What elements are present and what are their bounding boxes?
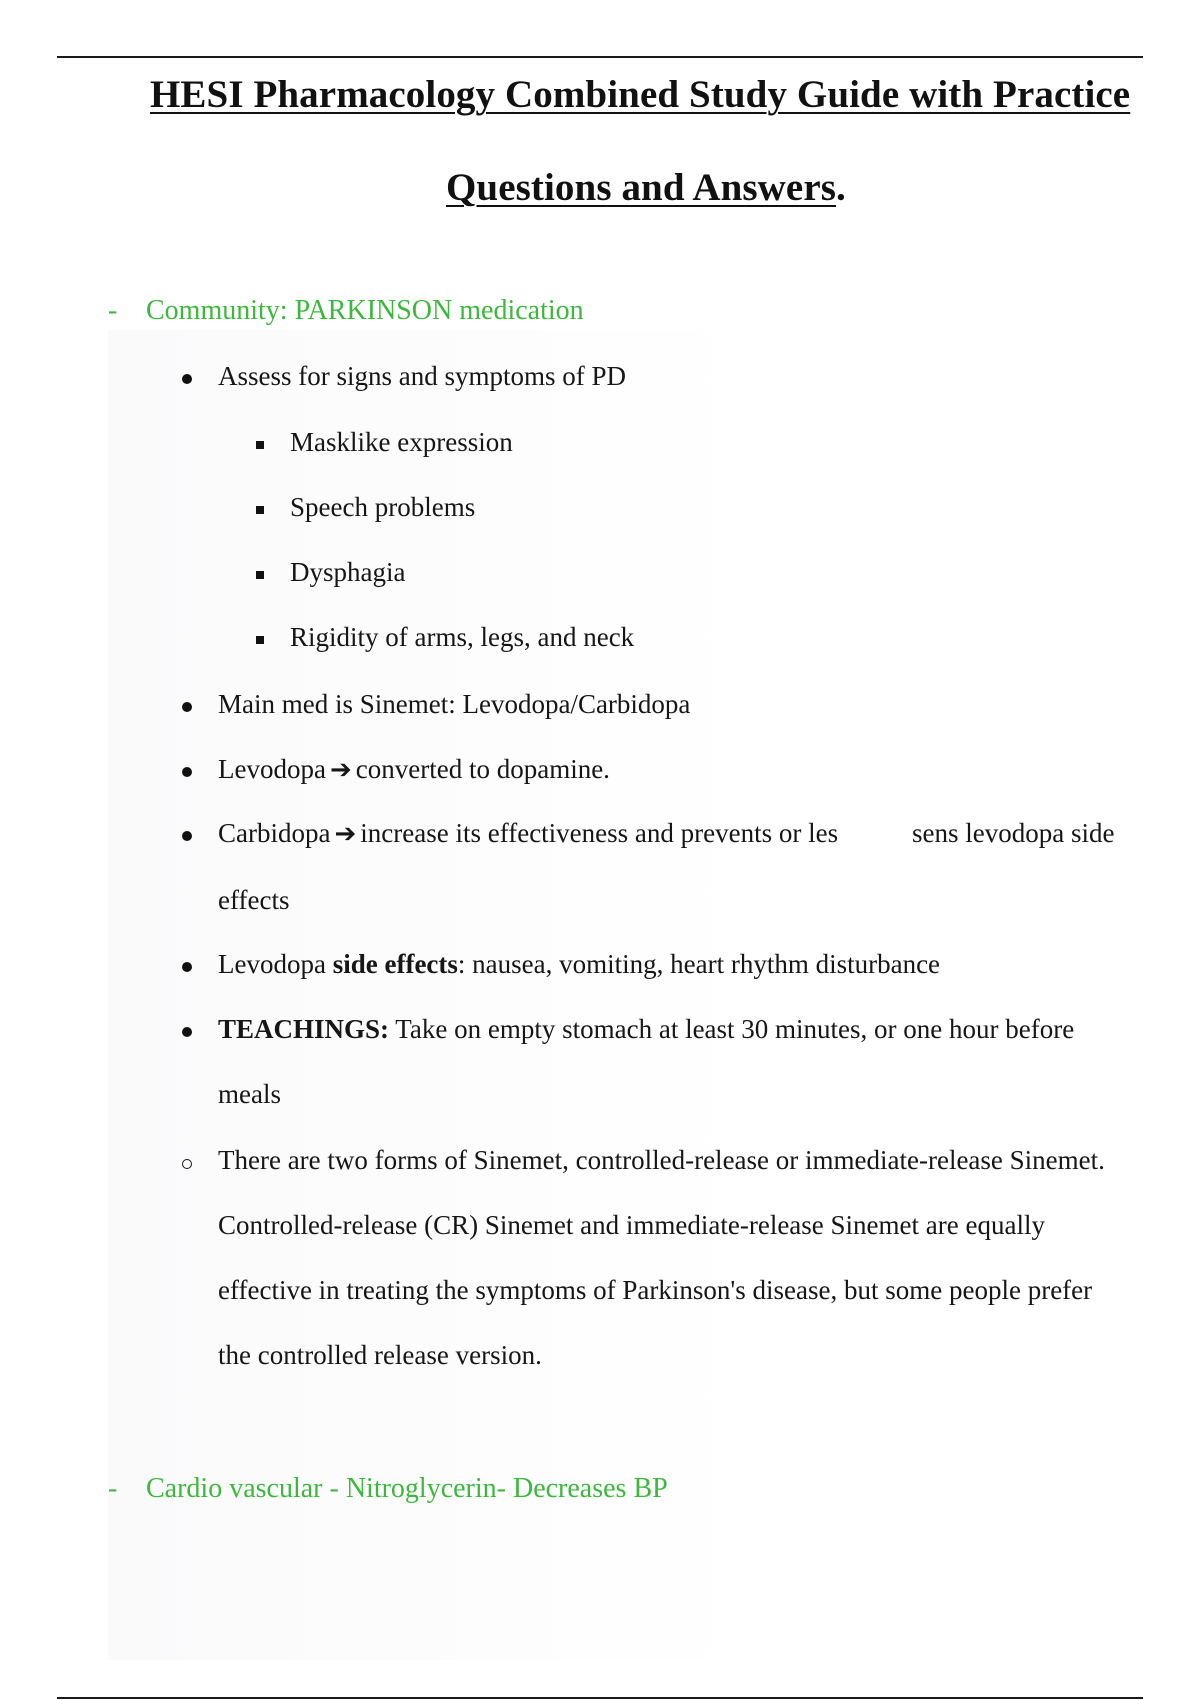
section-dash: - [108, 1473, 118, 1504]
carbidopa-text-continued: sens levodopa side [912, 818, 1115, 848]
carbidopa-text: increase its effectiveness and prevents or les [360, 818, 839, 848]
teachings-item [218, 1014, 1074, 1045]
section-heading-parkinson [108, 295, 584, 327]
assess-item: Assess for signs and symptoms of PD [218, 361, 627, 391]
bullet-icon [182, 767, 192, 777]
teachings-text: Take on empty stomach at least 30 minutes, or one hour before [389, 1014, 1075, 1044]
section-heading-text: Cardio vascular - Nitroglycerin- Decreases BP [146, 1473, 668, 1504]
bullet-icon [182, 1027, 192, 1037]
symptom-item: Dysphagia [290, 557, 406, 587]
square-bullet-icon [256, 506, 264, 514]
section-heading-cardiovascular [108, 1473, 668, 1505]
symptom-item: Speech problems [290, 492, 476, 522]
teachings-text-wrap: meals [218, 1079, 281, 1109]
title-period: . [836, 166, 846, 209]
side-effects-item [218, 949, 940, 980]
forms-line: There are two forms of Sinemet, controlled-release or immediate-release Sinemet. [218, 1145, 1105, 1175]
levodopa-term: Levodopa [218, 754, 326, 784]
side-effects-post: : nausea, vomiting, heart rhythm disturbance [457, 949, 941, 979]
levodopa-text: converted to dopamine. [355, 754, 610, 784]
section-heading-text: Community: PARKINSON medication [146, 295, 584, 326]
bullet-icon [182, 702, 192, 712]
section-dash: - [108, 295, 118, 326]
forms-line: Controlled-release (CR) Sinemet and immediate-release Sinemet are equally [218, 1210, 1045, 1240]
carbidopa-text-wrap: effects [218, 885, 290, 915]
square-bullet-icon [256, 636, 264, 644]
bullet-icon [182, 374, 192, 384]
arrow-right-icon: ➔ [334, 819, 357, 849]
circle-bullet-icon [182, 1159, 192, 1169]
square-bullet-icon [256, 571, 264, 579]
bottom-rule [57, 1697, 1143, 1699]
top-rule [57, 56, 1143, 58]
square-bullet-icon [256, 441, 264, 449]
title-line-2-text: Questions and Answers [446, 166, 837, 209]
side-effects-pre: Levodopa [218, 949, 333, 979]
arrow-right-icon: ➔ [329, 755, 352, 785]
symptom-item: Rigidity of arms, legs, and neck [290, 622, 635, 652]
teachings-label: TEACHINGS: [218, 1014, 390, 1044]
bullet-icon [182, 831, 192, 841]
symptom-item: Masklike expression [290, 427, 513, 457]
forms-line: the controlled release version. [218, 1340, 542, 1370]
side-effects-bold: side effects [332, 949, 458, 979]
levodopa-item [218, 754, 610, 785]
bullet-icon [182, 962, 192, 972]
page-shade [108, 330, 1194, 1660]
document-title-line-2 [446, 165, 846, 210]
main-med-item: Main med is Sinemet: Levodopa/Carbidopa [218, 689, 691, 719]
carbidopa-term: Carbidopa [218, 818, 331, 848]
forms-line: effective in treating the symptoms of Parkinson's disease, but some people prefer [218, 1275, 1093, 1305]
carbidopa-item [218, 818, 838, 849]
document-title-line-1: HESI Pharmacology Combined Study Guide with Practice [150, 73, 1131, 116]
